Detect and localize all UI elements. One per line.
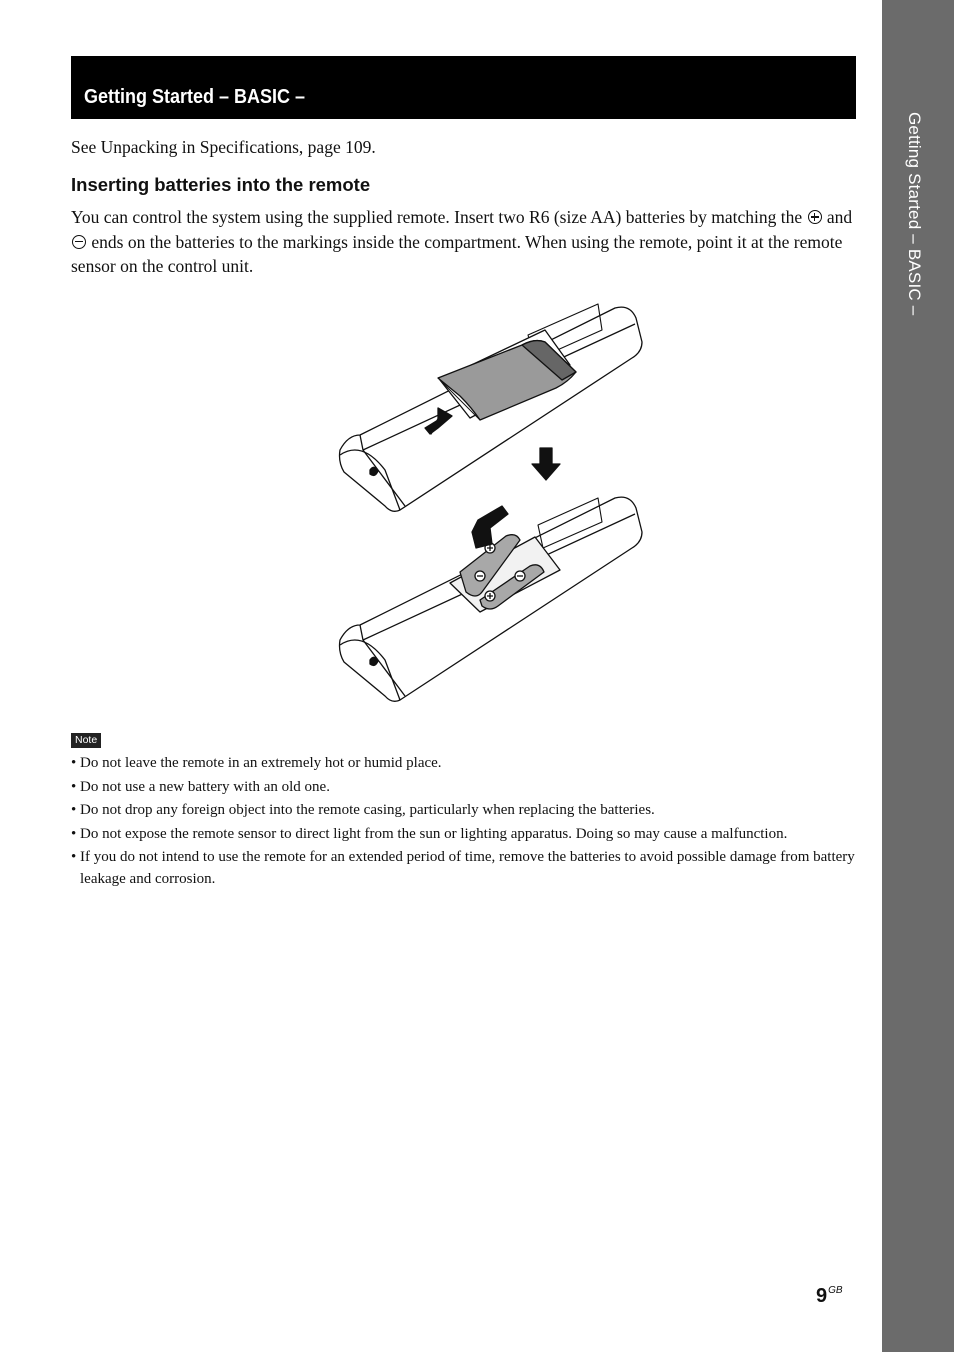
note-item: • Do not expose the remote sensor to direct light from the sun or lighting apparatus. Doing so may cause a malfunction. (71, 823, 866, 845)
para-part1: You can control the system using the supplied remote. Insert two R6 (size AA) batteries by matching the (71, 207, 803, 227)
note-item: • Do not use a new battery with an old one. (71, 776, 866, 798)
header-bar (71, 56, 856, 119)
para-part3: ends on the batteries to the markings inside the compartment. When using the remote, point it at the remote sensor on the control unit. (71, 231, 843, 276)
down-arrow-icon (532, 448, 560, 480)
page-number-value: 9 (816, 1285, 828, 1307)
minus-circle-icon (72, 235, 86, 249)
page-number (816, 1285, 843, 1308)
remote-batteries-image (340, 497, 643, 701)
section-heading: Inserting batteries into the remote (71, 174, 371, 195)
body-paragraph (71, 205, 861, 279)
note-item: • Do not drop any foreign object into the remote casing, particularly when replacing the batteries. (71, 799, 866, 821)
see-reference: See Unpacking in Specifications, page 109. (71, 137, 376, 157)
remote-lid-open-image (340, 304, 643, 511)
side-tab-label: Getting Started – BASIC – (905, 112, 924, 316)
note-item: • Do not leave the remote in an extremely hot or humid place. (71, 752, 866, 774)
page-title: Getting Started – BASIC – (84, 86, 306, 108)
note-badge: Note (71, 733, 101, 748)
remote-battery-illustration (330, 300, 650, 710)
para-part2: and (826, 207, 853, 227)
note-list (71, 752, 866, 892)
page-number-suffix: GB (828, 1285, 843, 1296)
plus-circle-icon (808, 210, 822, 224)
note-item: • If you do not intend to use the remote for an extended period of time, remove the batteries to avoid possible damage from battery leakage and corrosion. (71, 846, 866, 890)
